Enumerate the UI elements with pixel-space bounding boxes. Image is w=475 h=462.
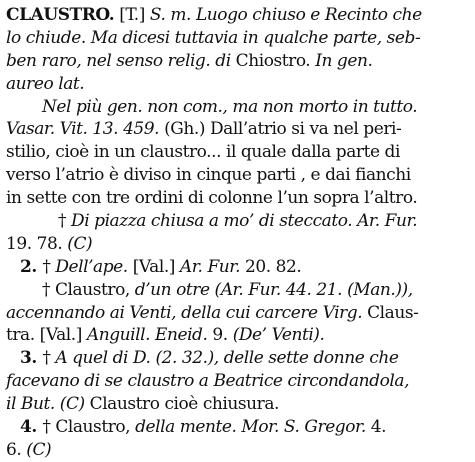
citation-ref: 9. <box>212 325 233 346</box>
source-tag: (C) <box>26 439 52 460</box>
definition-text: ben raro, nel senso relig. di <box>6 50 236 71</box>
entry-line-18 <box>6 393 470 416</box>
cross-reference: Chiostro. <box>235 50 316 71</box>
source-tag: [T.] <box>114 5 150 25</box>
citation-source: Vasar. Vit. 13. 459. <box>6 119 165 140</box>
quotation-text: (Gh.) Dall’atrio si va nel peri- <box>164 119 402 140</box>
entry-line-11 <box>6 233 470 256</box>
entry-line-2 <box>6 27 470 50</box>
citation-ref: 20. 82. <box>245 256 302 277</box>
citation-source: il But. (C) <box>6 394 90 415</box>
definition-text: d’un otre (Ar. Fur. 44. 21. (Man.)), <box>134 279 413 300</box>
entry-line-9 <box>6 187 470 210</box>
quotation-text: Claustro cioè chiusura. <box>89 394 279 415</box>
quotation-text: Claus- <box>367 302 419 323</box>
obsolete-dagger: † <box>42 348 56 369</box>
entry-line-16 <box>6 347 470 370</box>
definition-text: accennando ai Venti, della cui carcere Virg. <box>6 302 368 323</box>
definition-text: aureo lat. <box>6 73 85 94</box>
citation-source: Anguill. Eneid. <box>86 325 213 346</box>
entry-line-4 <box>6 73 470 96</box>
definition-text: lo chiude. Ma dicesi tuttavia in qualche parte, seb- <box>6 27 421 48</box>
entry-line-14 <box>6 302 470 325</box>
sense-number: 2. <box>20 256 43 277</box>
source-tag: (C) <box>67 233 93 254</box>
citation-source: Ar. Fur. <box>179 256 246 277</box>
definition-text: Di piazza chiusa a mo’ di steccato. Ar. Fur. <box>71 211 418 232</box>
source-tag: (De’ Venti). <box>232 325 325 346</box>
entry-line-8 <box>6 164 470 187</box>
quotation-text: verso l’atrio è diviso in cinque parti , e dai fianchi <box>6 165 411 186</box>
source-tag: [Val.] <box>132 256 180 277</box>
quotation-text: tra. [Val.] <box>6 325 87 346</box>
definition-text: In gen. <box>315 50 373 71</box>
definition-text: facevano di se claustro a Beatrice circondandola, <box>6 371 410 392</box>
entry-line-12 <box>6 256 470 279</box>
obsolete-dagger: † <box>42 256 56 277</box>
sense-number: 3. <box>20 348 43 369</box>
entry-line-15 <box>6 324 470 347</box>
obsolete-dagger: † <box>58 211 72 232</box>
entry-line-3 <box>6 50 470 73</box>
definition-text: Dell’ape. <box>55 256 133 277</box>
headword: CLAUSTRO. <box>6 5 115 25</box>
dagger-headword: † Claustro, <box>42 279 135 300</box>
dictionary-entry <box>6 4 470 462</box>
definition-text: della mente. Mor. S. Gregor. <box>135 417 371 438</box>
entry-line-7 <box>6 141 470 164</box>
citation-ref: 4. <box>370 417 387 438</box>
entry-line-1 <box>6 4 470 27</box>
definition-text: S. m. Luogo chiuso e Recinto che <box>149 5 422 25</box>
quotation-text: in sette con tre ordini di colonne l’un sopra l’altro. <box>6 188 418 209</box>
entry-line-6 <box>6 118 470 141</box>
citation-ref: 6. <box>6 439 27 460</box>
sense-number: 4. <box>20 417 43 438</box>
entry-line-17 <box>6 370 470 393</box>
entry-line-10 <box>6 210 470 233</box>
quotation-text: stilio, cioè in un claustro... il quale dalla parte di <box>6 142 400 163</box>
entry-line-20 <box>6 439 470 462</box>
usage-note: Nel più gen. non com., ma non morto in tutto. <box>42 96 418 117</box>
entry-line-19 <box>6 416 470 439</box>
citation-ref: 19. 78. <box>6 233 68 254</box>
definition-text: A quel di D. (2. 32.), delle sette donne che <box>55 348 399 369</box>
dagger-headword: † Claustro, <box>42 417 136 438</box>
entry-line-5 <box>6 96 470 119</box>
entry-line-13 <box>6 279 470 302</box>
